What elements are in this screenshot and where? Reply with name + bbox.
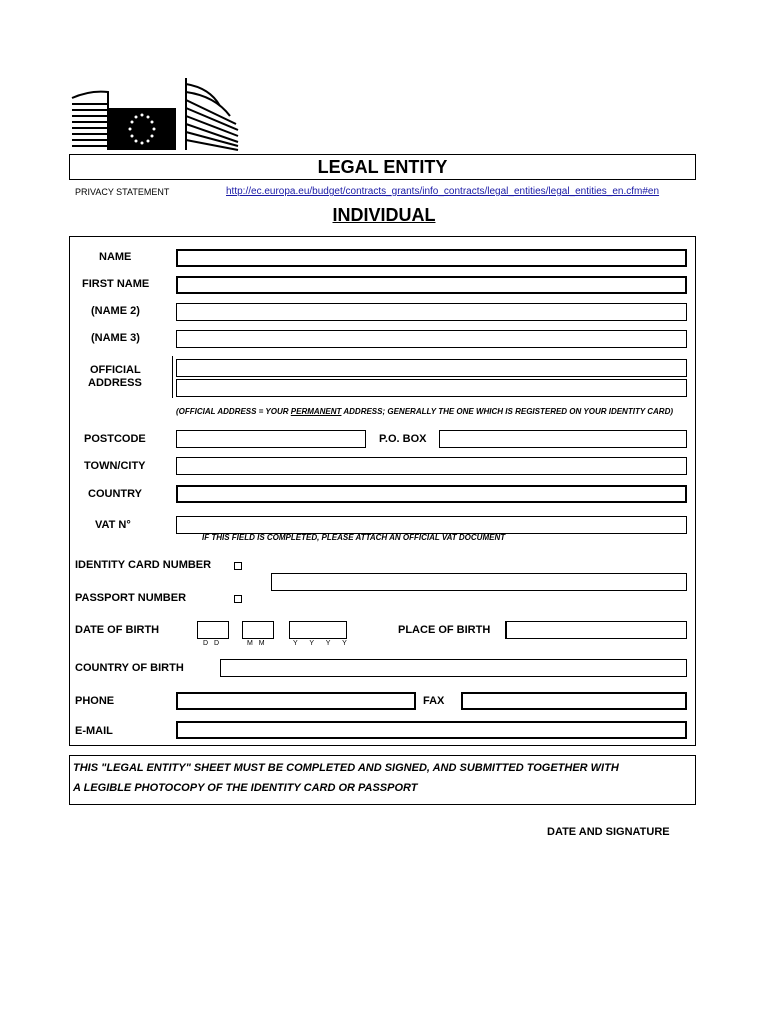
name-label: NAME xyxy=(99,251,132,263)
email-label: E-MAIL xyxy=(75,725,113,737)
place-of-birth-label: PLACE OF BIRTH xyxy=(398,624,491,636)
european-commission-logo xyxy=(70,76,240,152)
country-of-birth-field[interactable] xyxy=(220,659,687,677)
fax-field[interactable] xyxy=(461,692,687,710)
name-field[interactable] xyxy=(176,249,687,267)
name2-field[interactable] xyxy=(176,303,687,321)
id-card-label: IDENTITY CARD NUMBER xyxy=(75,559,212,571)
country-field[interactable] xyxy=(176,485,687,503)
country-label: COUNTRY xyxy=(88,488,142,500)
phone-label: PHONE xyxy=(75,695,115,707)
address-label: ADDRESS xyxy=(88,377,142,389)
address-note: (OFFICIAL ADDRESS = YOUR PERMANENT ADDRESS; GENERALLY THE ONE WHICH IS REGISTERED ON YOUR IDENTITY CARD) xyxy=(176,407,674,416)
address-line2-field[interactable] xyxy=(176,379,687,397)
vat-note: IF THIS FIELD IS COMPLETED, PLEASE ATTACH AN OFFICIAL VAT DOCUMENT xyxy=(202,533,506,542)
vat-field[interactable] xyxy=(176,516,687,534)
vat-label: VAT N° xyxy=(95,519,131,531)
address-line1-field[interactable] xyxy=(176,359,687,377)
dob-year-hint: Y Y Y Y xyxy=(293,640,352,647)
fax-label: FAX xyxy=(423,695,445,707)
email-field[interactable] xyxy=(176,721,687,739)
dob-month-field[interactable] xyxy=(242,621,274,639)
first-name-field[interactable] xyxy=(176,276,687,294)
footer-notice-box xyxy=(69,755,696,805)
footer-notice-line1: THIS "LEGAL ENTITY" SHEET MUST BE COMPLETED AND SIGNED, AND SUBMITTED TOGETHER WITH xyxy=(73,762,619,774)
postcode-label: POSTCODE xyxy=(84,433,146,445)
town-field[interactable] xyxy=(176,457,687,475)
dob-year-field[interactable] xyxy=(289,621,347,639)
postcode-field[interactable] xyxy=(176,430,366,448)
dob-day-field[interactable] xyxy=(197,621,229,639)
name2-label: (NAME 2) xyxy=(91,305,140,317)
name3-label: (NAME 3) xyxy=(91,332,140,344)
town-label: TOWN/CITY xyxy=(84,460,146,472)
passport-label: PASSPORT NUMBER xyxy=(75,592,187,604)
title-box xyxy=(69,154,696,180)
name3-field[interactable] xyxy=(176,330,687,348)
subtitle-individual: INDIVIDUAL xyxy=(332,205,436,225)
dob-month-hint: M M xyxy=(247,640,267,647)
privacy-statement-link[interactable]: http://ec.europa.eu/budget/contracts_grants/info_contracts/legal_entities/legal_entities_en.cfm#en xyxy=(226,186,660,197)
address-divider xyxy=(172,356,173,398)
place-of-birth-field[interactable] xyxy=(505,621,687,639)
footer-notice-line2: A LEGIBLE PHOTOCOPY OF THE IDENTITY CARD OR PASSPORT xyxy=(73,782,418,794)
passport-checkbox[interactable] xyxy=(234,595,242,603)
official-label: OFFICIAL xyxy=(90,364,141,376)
po-box-label: P.O. BOX xyxy=(379,433,427,445)
date-and-signature-label: DATE AND SIGNATURE xyxy=(547,826,670,838)
page-title: LEGAL ENTITY xyxy=(317,157,448,177)
po-box-field[interactable] xyxy=(439,430,687,448)
id-number-field[interactable] xyxy=(271,573,687,591)
eu-commission-logo-icon xyxy=(70,76,240,152)
privacy-statement-label: PRIVACY STATEMENT xyxy=(75,187,170,197)
id-card-checkbox[interactable] xyxy=(234,562,242,570)
dob-label: DATE OF BIRTH xyxy=(75,624,160,636)
phone-field[interactable] xyxy=(176,692,416,710)
country-of-birth-label: COUNTRY OF BIRTH xyxy=(75,662,184,674)
dob-day-hint: D D xyxy=(203,640,222,647)
first-name-label: FIRST NAME xyxy=(82,278,150,290)
